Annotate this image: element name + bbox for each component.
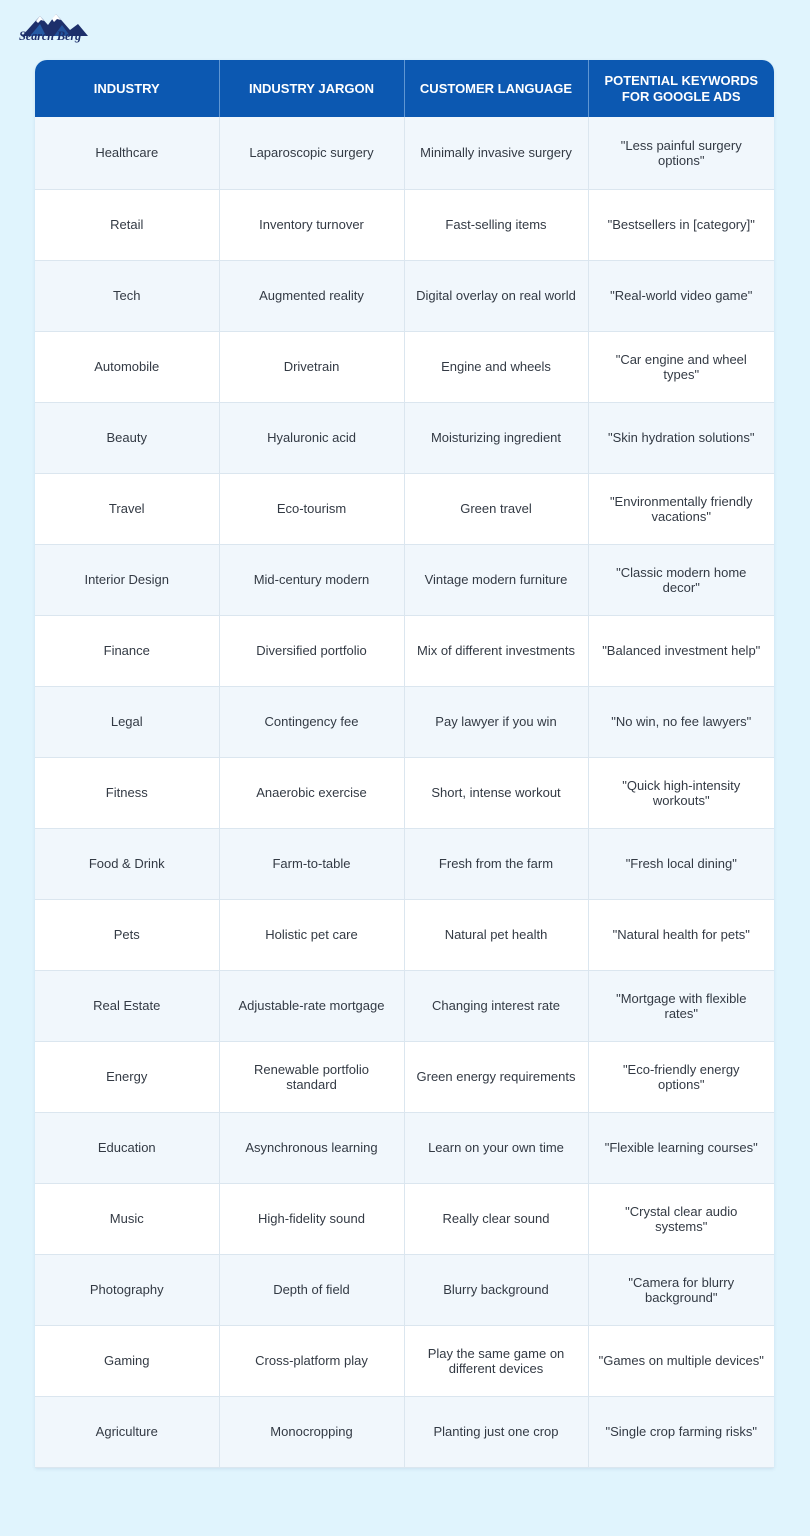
keyword-cell: "Bestsellers in [category]" <box>588 189 774 260</box>
jargon-cell: Asynchronous learning <box>219 1112 404 1183</box>
customer-language-cell: Digital overlay on real world <box>404 260 588 331</box>
keyword-cell: "Mortgage with flexible rates" <box>588 970 774 1041</box>
industry-cell: Healthcare <box>35 117 219 189</box>
customer-language-cell: Fast-selling items <box>404 189 588 260</box>
keyword-cell: "Classic modern home decor" <box>588 544 774 615</box>
table-row <box>35 828 774 899</box>
table-row <box>35 1325 774 1396</box>
table-row <box>35 544 774 615</box>
customer-language-cell: Learn on your own time <box>404 1112 588 1183</box>
jargon-cell: Hyaluronic acid <box>219 402 404 473</box>
keyword-cell: "Fresh local dining" <box>588 828 774 899</box>
table-row <box>35 615 774 686</box>
industry-cell: Finance <box>35 615 219 686</box>
header-potential-keywords: POTENTIAL KEYWORDS FOR GOOGLE ADS <box>588 60 774 117</box>
industry-cell: Travel <box>35 473 219 544</box>
keyword-cell: "Real-world video game" <box>588 260 774 331</box>
jargon-cell: Laparoscopic surgery <box>219 117 404 189</box>
jargon-cell: Cross-platform play <box>219 1325 404 1396</box>
table-header <box>35 60 774 117</box>
jargon-cell: Adjustable-rate mortgage <box>219 970 404 1041</box>
keyword-cell: "Environmentally friendly vacations" <box>588 473 774 544</box>
keyword-cell: "Camera for blurry background" <box>588 1254 774 1325</box>
keyword-cell: "Games on multiple devices" <box>588 1325 774 1396</box>
customer-language-cell: Engine and wheels <box>404 331 588 402</box>
jargon-cell: Mid-century modern <box>219 544 404 615</box>
jargon-cell: Inventory turnover <box>219 189 404 260</box>
table-body <box>35 117 774 1467</box>
table-row <box>35 1041 774 1112</box>
customer-language-cell: Vintage modern furniture <box>404 544 588 615</box>
customer-language-cell: Planting just one crop <box>404 1396 588 1467</box>
customer-language-cell: Mix of different investments <box>404 615 588 686</box>
customer-language-cell: Short, intense workout <box>404 757 588 828</box>
customer-language-cell: Really clear sound <box>404 1183 588 1254</box>
keyword-cell: "Less painful surgery options" <box>588 117 774 189</box>
table-row <box>35 473 774 544</box>
jargon-cell: High-fidelity sound <box>219 1183 404 1254</box>
customer-language-cell: Fresh from the farm <box>404 828 588 899</box>
header-customer-language: CUSTOMER LANGUAGE <box>404 60 588 117</box>
customer-language-cell: Natural pet health <box>404 899 588 970</box>
keyword-cell: "Single crop farming risks" <box>588 1396 774 1467</box>
jargon-cell: Diversified portfolio <box>219 615 404 686</box>
table-row <box>35 331 774 402</box>
keyword-cell: "Eco-friendly energy options" <box>588 1041 774 1112</box>
table-row <box>35 260 774 331</box>
table-row <box>35 970 774 1041</box>
industry-cell: Beauty <box>35 402 219 473</box>
keyword-cell: "Car engine and wheel types" <box>588 331 774 402</box>
industry-cell: Gaming <box>35 1325 219 1396</box>
header-row <box>35 60 774 117</box>
table-row <box>35 189 774 260</box>
customer-language-cell: Green energy requirements <box>404 1041 588 1112</box>
jargon-cell: Holistic pet care <box>219 899 404 970</box>
jargon-cell: Contingency fee <box>219 686 404 757</box>
keyword-cell: "Crystal clear audio systems" <box>588 1183 774 1254</box>
keyword-cell: "Natural health for pets" <box>588 899 774 970</box>
customer-language-cell: Moisturizing ingredient <box>404 402 588 473</box>
industry-cell: Automobile <box>35 331 219 402</box>
industry-cell: Legal <box>35 686 219 757</box>
jargon-comparison-table <box>35 60 774 1468</box>
keyword-cell: "Balanced investment help" <box>588 615 774 686</box>
table-row <box>35 1183 774 1254</box>
header-industry: INDUSTRY <box>35 60 219 117</box>
industry-cell: Interior Design <box>35 544 219 615</box>
comparison-table-container <box>35 60 774 1468</box>
customer-language-cell: Pay lawyer if you win <box>404 686 588 757</box>
jargon-cell: Drivetrain <box>219 331 404 402</box>
keyword-cell: "Quick high-intensity workouts" <box>588 757 774 828</box>
industry-cell: Energy <box>35 1041 219 1112</box>
table-row <box>35 1254 774 1325</box>
jargon-cell: Farm-to-table <box>219 828 404 899</box>
jargon-cell: Monocropping <box>219 1396 404 1467</box>
header-industry-jargon: INDUSTRY JARGON <box>219 60 404 117</box>
table-row <box>35 1112 774 1183</box>
customer-language-cell: Changing interest rate <box>404 970 588 1041</box>
customer-language-cell: Green travel <box>404 473 588 544</box>
jargon-cell: Anaerobic exercise <box>219 757 404 828</box>
industry-cell: Agriculture <box>35 1396 219 1467</box>
industry-cell: Photography <box>35 1254 219 1325</box>
customer-language-cell: Play the same game on different devices <box>404 1325 588 1396</box>
keyword-cell: "No win, no fee lawyers" <box>588 686 774 757</box>
table-row <box>35 402 774 473</box>
industry-cell: Real Estate <box>35 970 219 1041</box>
industry-cell: Retail <box>35 189 219 260</box>
table-row <box>35 117 774 189</box>
industry-cell: Education <box>35 1112 219 1183</box>
industry-cell: Music <box>35 1183 219 1254</box>
jargon-cell: Eco-tourism <box>219 473 404 544</box>
industry-cell: Tech <box>35 260 219 331</box>
customer-language-cell: Minimally invasive surgery <box>404 117 588 189</box>
jargon-cell: Augmented reality <box>219 260 404 331</box>
industry-cell: Food & Drink <box>35 828 219 899</box>
table-row <box>35 757 774 828</box>
jargon-cell: Depth of field <box>219 1254 404 1325</box>
keyword-cell: "Skin hydration solutions" <box>588 402 774 473</box>
search-berg-logo <box>18 12 90 46</box>
table-row <box>35 1396 774 1467</box>
table-row <box>35 899 774 970</box>
customer-language-cell: Blurry background <box>404 1254 588 1325</box>
keyword-cell: "Flexible learning courses" <box>588 1112 774 1183</box>
industry-cell: Pets <box>35 899 219 970</box>
jargon-cell: Renewable portfolio standard <box>219 1041 404 1112</box>
logo-wordmark: Search Berg <box>19 29 82 43</box>
industry-cell: Fitness <box>35 757 219 828</box>
table-row <box>35 686 774 757</box>
